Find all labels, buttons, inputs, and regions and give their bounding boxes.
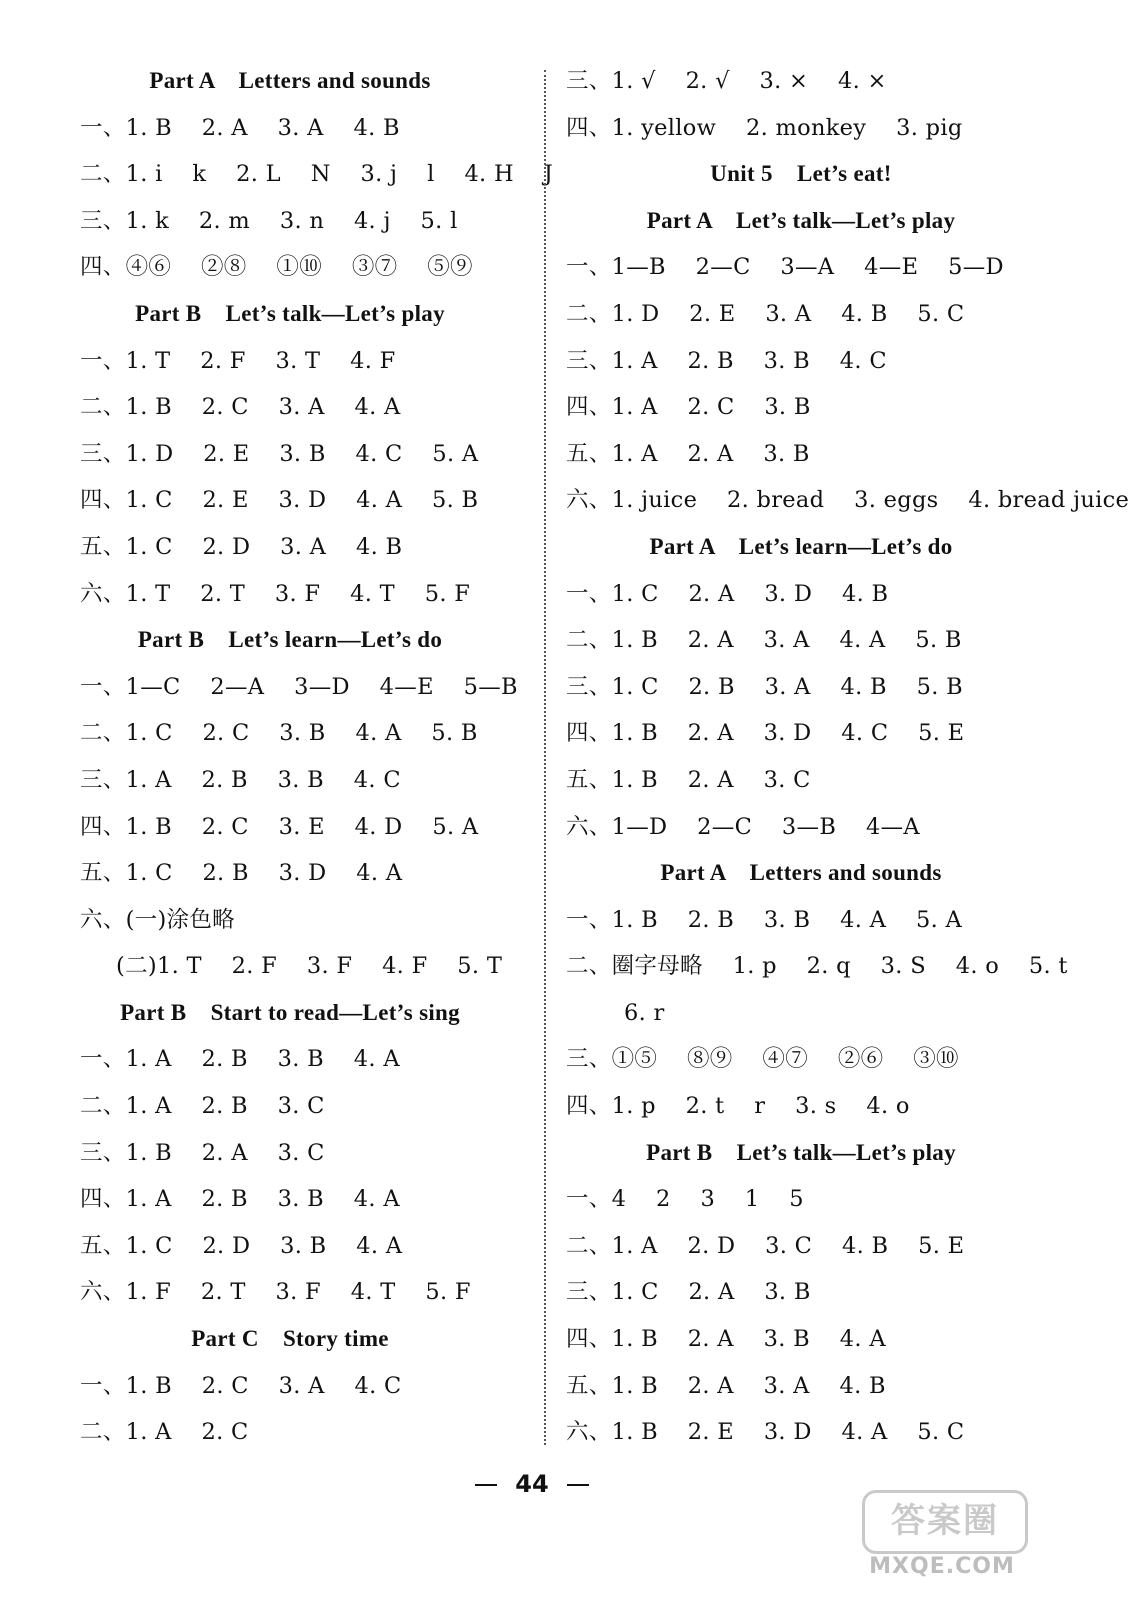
answer-row: 三、1. C 2. A 3. B xyxy=(566,1279,811,1306)
answer-row: 六、1. B 2. E 3. D 4. A 5. C xyxy=(566,1419,965,1446)
answer-row: 四、1. p 2. t r 3. s 4. o xyxy=(566,1093,910,1120)
watermark-bottom-text: MXQE.COM xyxy=(869,1554,1015,1579)
right-column xyxy=(566,58,1129,1456)
answer-row: 二、1. C 2. C 3. B 4. A 5. B xyxy=(80,720,478,747)
answer-row: 三、1. A 2. B 3. B 4. C xyxy=(80,766,401,793)
left-column xyxy=(80,58,554,1456)
answer-row: 一、4 2 3 1 5 xyxy=(566,1186,804,1213)
answer-row: 一、1. A 2. B 3. B 4. A xyxy=(80,1046,400,1073)
answer-row: 二、1. i k 2. L N 3. j l 4. H J xyxy=(80,161,554,188)
answer-row: 四、1. yellow 2. monkey 3. pig xyxy=(566,114,963,141)
unit-title: Unit 5 Let’s eat! xyxy=(710,161,892,187)
section-heading: Part A Letters and sounds xyxy=(660,860,942,886)
answer-row: 二、圈字母略 1. p 2. q 3. S 4. o 5. t xyxy=(566,953,1068,980)
page-number: 44 xyxy=(515,1470,549,1498)
answer-row: 二、1. D 2. E 3. A 4. B 5. C xyxy=(566,300,965,327)
answer-row: 四、1. B 2. C 3. E 4. D 5. A xyxy=(80,813,479,840)
footer-dash-left xyxy=(475,1484,497,1486)
answer-row: 四、1. A 2. C 3. B xyxy=(566,394,811,421)
answer-row: 六、(一)涂色略 xyxy=(80,906,235,933)
watermark-top-text: 答案圈 xyxy=(862,1490,1028,1554)
answer-row: 六、1. T 2. T 3. F 4. T 5. F xyxy=(80,580,471,607)
answer-row: 二、1. A 2. D 3. C 4. B 5. E xyxy=(566,1232,965,1259)
answer-row: 四、1. A 2. B 3. B 4. A xyxy=(80,1186,400,1213)
answer-row: 一、1—B 2—C 3—A 4—E 5—D xyxy=(566,254,1004,281)
answer-row: 一、1. B 2. C 3. A 4. C xyxy=(80,1372,402,1399)
section-heading: Part C Story time xyxy=(191,1326,389,1352)
answer-row: 六、1. F 2. T 3. F 4. T 5. F xyxy=(80,1279,471,1306)
section-heading: Part B Let’s learn—Let’s do xyxy=(137,627,443,653)
answer-row: 五、1. B 2. A 3. A 4. B xyxy=(566,1372,886,1399)
answer-row: 6. r xyxy=(624,999,665,1026)
answer-row: 六、1. juice 2. bread 3. eggs 4. bread juice xyxy=(566,487,1129,514)
answer-row: 三、1. √ 2. √ 3. × 4. × xyxy=(566,68,887,94)
answer-row: (二)1. T 2. F 3. F 4. F 5. T xyxy=(116,953,503,980)
answer-row: 一、1—C 2—A 3—D 4—E 5—B xyxy=(80,673,518,700)
answer-row: 五、1. C 2. B 3. D 4. A xyxy=(80,860,403,887)
answer-row: 三、①⑤ ⑧⑨ ④⑦ ②⑥ ③⑩ xyxy=(566,1046,959,1073)
watermark-logo xyxy=(862,1490,1022,1590)
answer-row: 四、④⑥ ②⑧ ①⑩ ③⑦ ⑤⑨ xyxy=(80,254,473,281)
answer-row: 六、1—D 2—C 3—B 4—A xyxy=(566,813,920,840)
answer-row: 二、1. B 2. C 3. A 4. A xyxy=(80,394,401,421)
section-heading: Part B Start to read—Let’s sing xyxy=(120,999,460,1025)
answer-row: 五、1. B 2. A 3. C xyxy=(566,766,811,793)
answer-row: 二、1. A 2. C xyxy=(80,1419,249,1446)
answer-row: 五、1. A 2. A 3. B xyxy=(566,440,810,467)
answer-row: 三、1. D 2. E 3. B 4. C 5. A xyxy=(80,440,479,467)
answer-row: 一、1. B 2. B 3. B 4. A 5. A xyxy=(566,906,963,933)
answer-row: 四、1. B 2. A 3. B 4. A xyxy=(566,1326,886,1353)
answer-row: 二、1. A 2. B 3. C xyxy=(80,1093,325,1120)
column-divider xyxy=(544,70,546,1445)
answer-row: 三、1. k 2. m 3. n 4. j 5. l xyxy=(80,207,458,234)
answer-row: 一、1. B 2. A 3. A 4. B xyxy=(80,114,400,141)
answer-row: 四、1. C 2. E 3. D 4. A 5. B xyxy=(80,487,479,514)
section-heading: Part B Let’s talk—Let’s play xyxy=(135,300,445,326)
answer-row: 一、1. T 2. F 3. T 4. F xyxy=(80,347,396,374)
section-heading: Part A Letters and sounds xyxy=(149,68,431,93)
section-heading: Part A Let’s talk—Let’s play xyxy=(646,207,956,233)
answer-row: 二、1. B 2. A 3. A 4. A 5. B xyxy=(566,627,962,654)
answer-row: 一、1. C 2. A 3. D 4. B xyxy=(566,580,889,607)
answer-row: 三、1. A 2. B 3. B 4. C xyxy=(566,347,887,374)
answer-row: 四、1. B 2. A 3. D 4. C 5. E xyxy=(566,720,965,747)
answer-row: 五、1. C 2. D 3. B 4. A xyxy=(80,1232,403,1259)
answer-row: 三、1. B 2. A 3. C xyxy=(80,1139,325,1166)
answer-row: 三、1. C 2. B 3. A 4. B 5. B xyxy=(566,673,963,700)
answer-row: 五、1. C 2. D 3. A 4. B xyxy=(80,533,403,560)
section-heading: Part B Let’s talk—Let’s play xyxy=(646,1139,956,1165)
section-heading: Part A Let’s learn—Let’s do xyxy=(649,533,953,559)
footer-dash-right xyxy=(567,1484,589,1486)
